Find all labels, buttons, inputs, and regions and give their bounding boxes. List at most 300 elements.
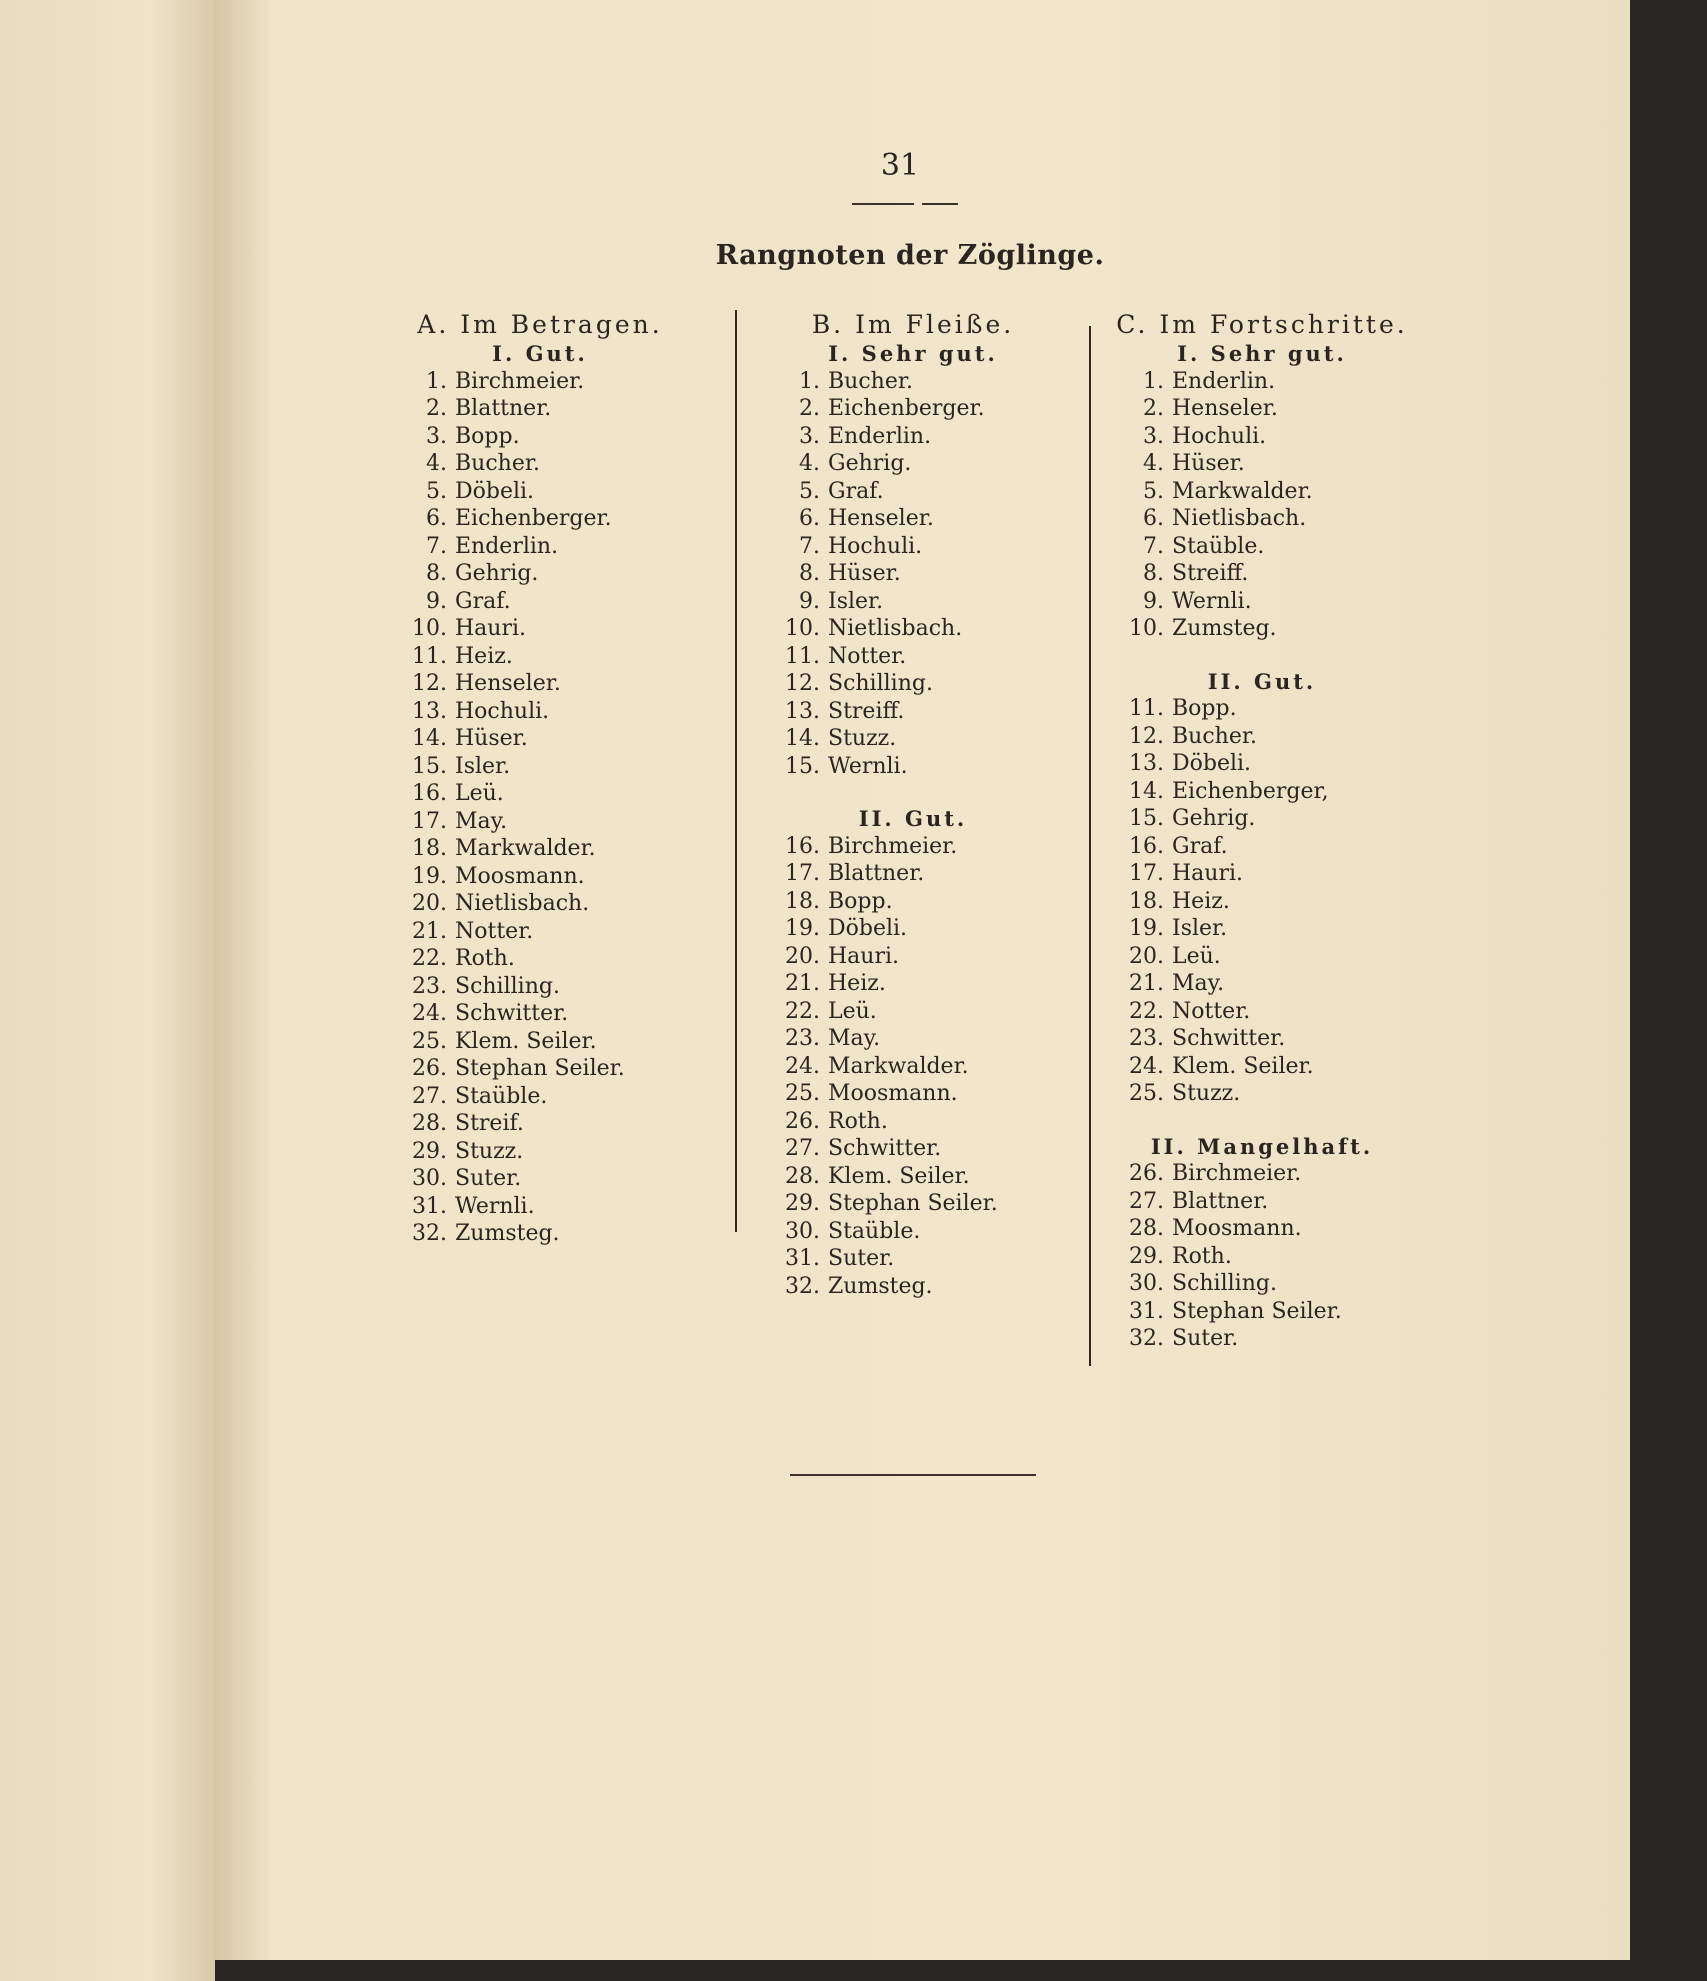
- student-name: Isler.: [828, 588, 884, 614]
- rank-number: 2.: [426, 396, 447, 421]
- rank-number: 29.: [785, 1191, 820, 1216]
- student-name: Staüble.: [455, 1083, 548, 1109]
- rank-entry: [768, 970, 1058, 998]
- rank-number: 22.: [1129, 998, 1164, 1024]
- student-name: Roth.: [828, 1108, 888, 1134]
- facing-page: [0, 0, 215, 1981]
- rank-number: 11.: [785, 643, 820, 669]
- student-name: Suter.: [455, 1166, 522, 1191]
- rank-entry: [768, 588, 1058, 616]
- column-header: C. Im Fortschritte.: [1116, 310, 1408, 339]
- rank-number: 25.: [785, 1081, 820, 1106]
- rank-number: 8.: [426, 561, 447, 586]
- rank-number: 23.: [785, 1026, 820, 1051]
- student-name: Stephan Seiler.: [1172, 1298, 1342, 1324]
- rank-entry: [395, 423, 685, 451]
- student-name: Zumsteg.: [455, 1221, 560, 1246]
- rank-entry: [1112, 1080, 1412, 1108]
- rank-entry: [395, 945, 685, 973]
- rank-number: 20.: [785, 943, 820, 969]
- rank-number: 26.: [1129, 1161, 1164, 1186]
- rank-entry: [768, 860, 1058, 888]
- student-name: Wernli.: [1172, 588, 1252, 614]
- rank-entry: [1112, 723, 1412, 751]
- student-name: Bopp.: [455, 423, 520, 449]
- rank-entry: [395, 670, 685, 698]
- rank-entry: [768, 395, 1058, 423]
- rank-entry: [768, 450, 1058, 478]
- rank-number: 14.: [785, 726, 820, 751]
- rank-entry: [1112, 395, 1412, 423]
- student-name: Henseler.: [828, 506, 934, 531]
- student-name: Hochuli.: [1172, 423, 1267, 449]
- student-name: Gehrig.: [828, 451, 912, 476]
- student-name: Notter.: [455, 918, 534, 944]
- student-name: Moosmann.: [455, 863, 585, 889]
- rank-number: 31.: [412, 1193, 447, 1219]
- rank-entry: [1112, 778, 1412, 806]
- rank-number: 22.: [412, 946, 447, 971]
- rank-entry: [768, 833, 1058, 861]
- rank-entry: [1112, 1053, 1412, 1081]
- rank-number: 5.: [1143, 478, 1164, 504]
- rank-entry: [395, 450, 685, 478]
- rank-number: 30.: [1129, 1271, 1164, 1296]
- rank-entry: [395, 1110, 685, 1138]
- rank-entry: [395, 808, 685, 836]
- rank-number: 23.: [1129, 1026, 1164, 1051]
- rank-number: 16.: [785, 833, 820, 859]
- header-rule: [852, 203, 914, 205]
- rank-number: 1.: [1143, 368, 1164, 394]
- rank-entry: [1112, 615, 1412, 643]
- rank-number: 28.: [1129, 1216, 1164, 1241]
- header-rule: [922, 203, 958, 205]
- rank-number: 28.: [785, 1163, 820, 1189]
- rank-entry: [395, 588, 685, 616]
- rank-number: 7.: [426, 533, 447, 559]
- student-name: Enderlin.: [1172, 368, 1276, 394]
- rank-entry: [1112, 805, 1412, 833]
- student-name: Graf.: [1172, 833, 1228, 859]
- rank-entry: [395, 368, 685, 396]
- rank-number: 11.: [412, 643, 447, 669]
- student-name: Graf.: [455, 588, 511, 614]
- rank-entry: [1112, 888, 1412, 916]
- student-name: Hauri.: [828, 943, 900, 969]
- rank-entry: [768, 1190, 1058, 1218]
- student-name: Klem. Seiler.: [455, 1028, 597, 1054]
- section-heading: II. Gut.: [858, 806, 968, 831]
- rank-number: 1.: [426, 368, 447, 394]
- rank-entry: [1112, 423, 1412, 451]
- student-name: May.: [828, 1026, 881, 1051]
- rank-number: 2.: [1143, 396, 1164, 421]
- rank-entry: [395, 918, 685, 946]
- rank-number: 5.: [426, 478, 447, 504]
- rank-entry: [395, 890, 685, 918]
- student-name: Hauri.: [1172, 861, 1244, 886]
- rank-number: 17.: [412, 808, 447, 834]
- student-name: Roth.: [1172, 1243, 1232, 1269]
- rank-number: 31.: [1129, 1298, 1164, 1324]
- student-name: Isler.: [455, 753, 511, 779]
- student-name: Wernli.: [828, 753, 908, 779]
- rank-number: 9.: [799, 588, 820, 614]
- student-name: Birchmeier.: [828, 833, 958, 859]
- rank-number: 3.: [1143, 423, 1164, 449]
- student-name: Heiz.: [455, 643, 513, 669]
- student-name: Bopp.: [1172, 696, 1237, 721]
- rank-number: 26.: [412, 1056, 447, 1081]
- column-divider: [735, 310, 737, 1232]
- rank-number: 16.: [412, 781, 447, 806]
- rank-entry: [395, 643, 685, 671]
- student-name: Henseler.: [1172, 396, 1278, 421]
- rank-number: 24.: [785, 1053, 820, 1079]
- student-name: Döbeli.: [455, 478, 535, 504]
- rank-number: 11.: [1129, 696, 1164, 721]
- rank-number: 20.: [412, 891, 447, 916]
- student-name: Schwitter.: [828, 1136, 942, 1161]
- student-name: Stephan Seiler.: [455, 1056, 625, 1081]
- rank-entry: [395, 1055, 685, 1083]
- rank-entry: [768, 533, 1058, 561]
- rank-entry: [395, 698, 685, 726]
- rank-number: 27.: [1129, 1188, 1164, 1214]
- rank-entry: [768, 1080, 1058, 1108]
- rank-number: 6.: [1143, 506, 1164, 531]
- rank-number: 19.: [785, 916, 820, 941]
- student-name: Zumsteg.: [1172, 616, 1277, 641]
- student-name: Graf.: [828, 478, 884, 504]
- column-fortschritte: [1112, 310, 1412, 1353]
- student-name: Markwalder.: [455, 836, 596, 861]
- rank-entry: [768, 1108, 1058, 1136]
- student-name: Hüser.: [455, 726, 528, 751]
- rank-number: 12.: [785, 671, 820, 696]
- rank-entry: [1112, 1298, 1412, 1326]
- rank-entry: [1112, 450, 1412, 478]
- rank-entry: [1112, 915, 1412, 943]
- section-heading: II. Mangelhaft.: [1150, 1133, 1374, 1159]
- rank-entry: [1112, 1270, 1412, 1298]
- rank-number: 32.: [1129, 1326, 1164, 1351]
- student-name: Schwitter.: [455, 1001, 569, 1026]
- rank-entry: [395, 725, 685, 753]
- rank-entry: [768, 888, 1058, 916]
- rank-number: 12.: [1129, 723, 1164, 749]
- student-name: Hauri.: [455, 616, 527, 641]
- rank-entry: [1112, 1188, 1412, 1216]
- rank-entry: [395, 1138, 685, 1166]
- rank-entry: [395, 1000, 685, 1028]
- student-name: Bucher.: [828, 368, 913, 394]
- student-name: Gehrig.: [1172, 806, 1256, 831]
- student-name: Gehrig.: [455, 561, 539, 586]
- rank-number: 18.: [412, 836, 447, 861]
- rank-number: 7.: [799, 533, 820, 559]
- student-name: Roth.: [455, 946, 515, 971]
- rank-entry: [768, 478, 1058, 506]
- rank-number: 17.: [785, 861, 820, 886]
- student-name: Blattner.: [1172, 1188, 1269, 1214]
- rank-entry: [395, 505, 685, 533]
- rank-entry: [395, 395, 685, 423]
- rank-number: 10.: [412, 616, 447, 641]
- rank-entry: [768, 1135, 1058, 1163]
- student-name: May.: [1172, 971, 1225, 996]
- rank-number: 10.: [1129, 616, 1164, 641]
- rank-entry: [395, 1165, 685, 1193]
- rank-number: 17.: [1129, 861, 1164, 886]
- rank-number: 14.: [1129, 778, 1164, 804]
- student-name: May.: [455, 808, 508, 834]
- rank-number: 23.: [412, 973, 447, 999]
- rank-entry: [395, 753, 685, 781]
- rank-entry: [768, 1025, 1058, 1053]
- student-name: Streif.: [455, 1111, 524, 1136]
- student-name: Schwitter.: [1172, 1026, 1286, 1051]
- rank-number: 2.: [799, 396, 820, 421]
- student-name: Zumsteg.: [828, 1273, 933, 1299]
- student-name: Stephan Seiler.: [828, 1191, 998, 1216]
- column-header: A. Im Betragen.: [417, 310, 663, 339]
- student-name: Moosmann.: [1172, 1216, 1302, 1241]
- rank-number: 27.: [412, 1083, 447, 1109]
- student-name: Isler.: [1172, 916, 1228, 941]
- rank-number: 5.: [799, 478, 820, 504]
- section-heading: I. Gut.: [492, 341, 588, 366]
- rank-entry: [1112, 533, 1412, 561]
- rank-entry: [395, 478, 685, 506]
- student-name: Eichenberger.: [828, 396, 985, 421]
- student-name: Streiff.: [828, 698, 905, 724]
- rank-entry: [1112, 998, 1412, 1026]
- rank-entry: [1112, 560, 1412, 588]
- rank-number: 18.: [785, 888, 820, 914]
- rank-number: 3.: [426, 423, 447, 449]
- rank-entry: [768, 1218, 1058, 1246]
- section-heading: I. Sehr gut.: [1177, 341, 1347, 366]
- rank-entry: [1112, 943, 1412, 971]
- rank-number: 25.: [1129, 1081, 1164, 1106]
- rank-number: 21.: [1129, 971, 1164, 996]
- rank-entry: [1112, 833, 1412, 861]
- student-name: Nietlisbach.: [1172, 506, 1307, 531]
- student-name: Leü.: [1172, 943, 1221, 969]
- rank-entry: [1112, 588, 1412, 616]
- rank-entry: [768, 1163, 1058, 1191]
- rank-number: 32.: [412, 1221, 447, 1246]
- student-name: Notter.: [1172, 998, 1251, 1024]
- rank-number: 15.: [785, 753, 820, 779]
- rank-number: 27.: [785, 1136, 820, 1161]
- student-name: Stuzz.: [828, 726, 897, 751]
- rank-entry: [768, 1273, 1058, 1301]
- rank-number: 13.: [785, 698, 820, 724]
- student-name: Notter.: [828, 643, 907, 669]
- rank-entry: [1112, 1025, 1412, 1053]
- rank-number: 6.: [799, 506, 820, 531]
- rank-entry: [395, 1220, 685, 1248]
- student-name: Streiff.: [1172, 561, 1249, 586]
- rank-entry: [1112, 505, 1412, 533]
- rank-number: 3.: [799, 423, 820, 449]
- student-name: Nietlisbach.: [828, 616, 963, 641]
- rank-entry: [1112, 478, 1412, 506]
- rank-entry: [768, 1053, 1058, 1081]
- rank-number: 20.: [1129, 943, 1164, 969]
- student-name: Hüser.: [1172, 451, 1245, 476]
- rank-entry: [395, 615, 685, 643]
- rank-entry: [768, 1245, 1058, 1273]
- student-name: Schilling.: [828, 671, 933, 696]
- rank-number: 1.: [799, 368, 820, 394]
- rank-entry: [395, 533, 685, 561]
- student-name: Schilling.: [1172, 1271, 1277, 1296]
- rank-entry: [768, 725, 1058, 753]
- student-name: Enderlin.: [455, 533, 559, 559]
- rank-entry: [768, 643, 1058, 671]
- student-name: Suter.: [828, 1246, 895, 1271]
- student-name: Schilling.: [455, 973, 560, 999]
- rank-number: 6.: [426, 506, 447, 531]
- rank-number: 14.: [412, 726, 447, 751]
- rank-entry: [768, 505, 1058, 533]
- rank-entry: [768, 615, 1058, 643]
- rank-number: 25.: [412, 1028, 447, 1054]
- student-name: Bucher.: [455, 451, 540, 476]
- rank-entry: [1112, 1325, 1412, 1353]
- column-divider: [1089, 326, 1091, 1366]
- column-fleisse: [768, 310, 1058, 1300]
- student-name: Staüble.: [1172, 533, 1265, 559]
- rank-number: 29.: [412, 1138, 447, 1164]
- rank-number: 8.: [1143, 561, 1164, 586]
- rank-number: 21.: [785, 971, 820, 996]
- rank-number: 13.: [1129, 751, 1164, 776]
- rank-number: 19.: [1129, 916, 1164, 941]
- student-name: Hochuli.: [828, 533, 923, 559]
- rank-entry: [395, 1028, 685, 1056]
- rank-entry: [1112, 1215, 1412, 1243]
- rank-entry: [768, 560, 1058, 588]
- student-name: Bucher.: [1172, 723, 1257, 749]
- student-name: Birchmeier.: [1172, 1161, 1302, 1186]
- rank-entry: [768, 753, 1058, 781]
- student-name: Döbeli.: [828, 916, 908, 941]
- student-name: Blattner.: [828, 861, 925, 886]
- student-name: Birchmeier.: [455, 368, 585, 394]
- rank-number: 18.: [1129, 888, 1164, 914]
- rank-entry: [768, 915, 1058, 943]
- rank-entry: [395, 835, 685, 863]
- student-name: Henseler.: [455, 671, 561, 696]
- rank-number: 19.: [412, 863, 447, 889]
- rank-number: 9.: [426, 588, 447, 614]
- rank-number: 29.: [1129, 1243, 1164, 1269]
- rank-entry: [1112, 368, 1412, 396]
- rank-number: 22.: [785, 998, 820, 1024]
- student-name: Moosmann.: [828, 1081, 958, 1106]
- rank-number: 8.: [799, 561, 820, 586]
- rank-number: 10.: [785, 616, 820, 641]
- rank-number: 30.: [412, 1166, 447, 1191]
- rank-number: 15.: [412, 753, 447, 779]
- student-name: Blattner.: [455, 396, 552, 421]
- rank-number: 4.: [1143, 451, 1164, 476]
- student-name: Hochuli.: [455, 698, 550, 724]
- rank-number: 13.: [412, 698, 447, 724]
- student-name: Staüble.: [828, 1218, 921, 1244]
- rank-entry: [395, 560, 685, 588]
- rank-entry: [395, 863, 685, 891]
- student-name: Leü.: [828, 998, 877, 1024]
- rank-entry: [1112, 1243, 1412, 1271]
- section-heading: II. Gut.: [1207, 668, 1317, 694]
- student-name: Markwalder.: [1172, 478, 1313, 504]
- footer-rule: [790, 1474, 1036, 1476]
- rank-number: 30.: [785, 1218, 820, 1244]
- rank-number: 16.: [1129, 833, 1164, 859]
- student-name: Enderlin.: [828, 423, 932, 449]
- rank-entry: [1112, 750, 1412, 778]
- rank-entry: [395, 1193, 685, 1221]
- section-heading: I. Sehr gut.: [828, 341, 998, 366]
- rank-number: 32.: [785, 1273, 820, 1299]
- student-name: Stuzz.: [1172, 1081, 1241, 1106]
- rank-entry: [1112, 970, 1412, 998]
- rank-number: 9.: [1143, 588, 1164, 614]
- student-name: Eichenberger.: [455, 506, 612, 531]
- rank-number: 4.: [426, 451, 447, 476]
- student-name: Heiz.: [1172, 888, 1230, 914]
- rank-number: 24.: [1129, 1053, 1164, 1079]
- column-header: B. Im Fleiße.: [811, 310, 1015, 339]
- rank-entry: [768, 670, 1058, 698]
- rank-number: 4.: [799, 451, 820, 476]
- student-name: Nietlisbach.: [455, 891, 590, 916]
- rank-entry: [768, 943, 1058, 971]
- student-name: Stuzz.: [455, 1138, 524, 1164]
- page-title: Rangnoten der Zöglinge.: [715, 240, 1105, 271]
- rank-entry: [768, 998, 1058, 1026]
- rank-number: 26.: [785, 1108, 820, 1134]
- rank-entry: [768, 368, 1058, 396]
- page-number: 31: [880, 148, 920, 183]
- rank-entry: [395, 1083, 685, 1111]
- rank-entry: [1112, 1160, 1412, 1188]
- student-name: Markwalder.: [828, 1053, 969, 1079]
- student-name: Hüser.: [828, 561, 901, 586]
- rank-entry: [768, 423, 1058, 451]
- rank-number: 12.: [412, 671, 447, 696]
- rank-number: 21.: [412, 918, 447, 944]
- rank-number: 31.: [785, 1246, 820, 1271]
- rank-number: 15.: [1129, 806, 1164, 831]
- student-name: Klem. Seiler.: [1172, 1053, 1314, 1079]
- student-name: Suter.: [1172, 1326, 1239, 1351]
- student-name: Wernli.: [455, 1193, 535, 1219]
- rank-entry: [768, 698, 1058, 726]
- rank-entry: [1112, 860, 1412, 888]
- rank-entry: [395, 973, 685, 1001]
- rank-number: 24.: [412, 1001, 447, 1026]
- student-name: Leü.: [455, 781, 504, 806]
- student-name: Eichenberger,: [1172, 778, 1329, 804]
- rank-number: 28.: [412, 1111, 447, 1136]
